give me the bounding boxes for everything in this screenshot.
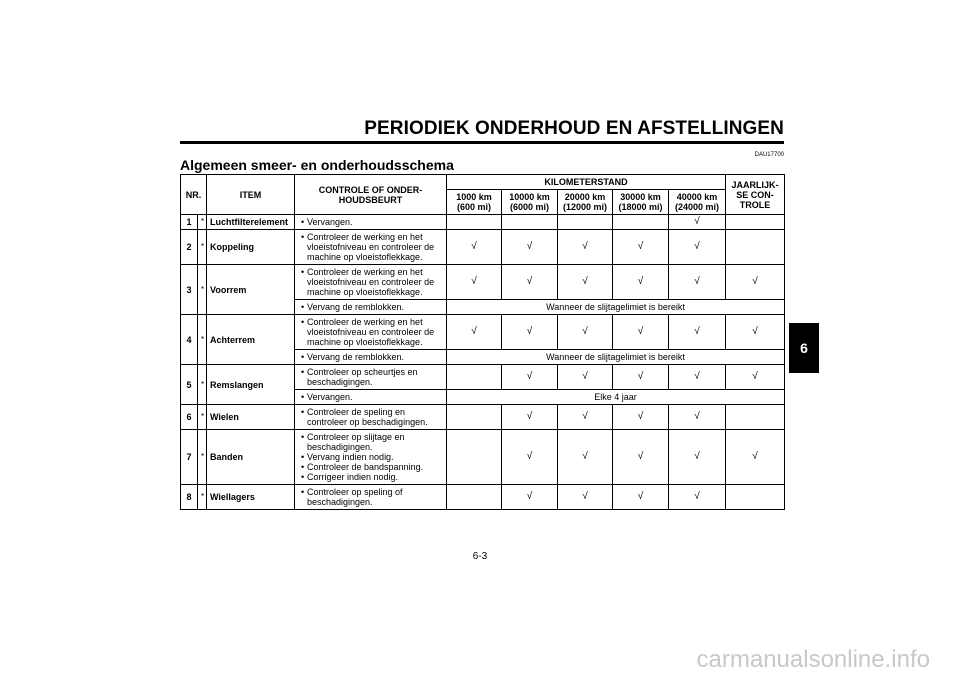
check-cell: √: [613, 230, 669, 265]
action-list: [298, 407, 443, 427]
table-row: [181, 315, 785, 350]
check-cell: √: [502, 230, 558, 265]
check-cell: √: [726, 265, 785, 300]
check-cell: √: [558, 230, 613, 265]
page-header-title: PERIODIEK ONDERHOUD EN AFSTELLINGEN: [364, 118, 784, 139]
check-cell: √: [502, 405, 558, 430]
check-cell: √: [558, 485, 613, 510]
action-cell: [295, 230, 447, 265]
action-list: [298, 487, 443, 507]
action-item: • Controleer de werking en het vloeistofniveau en controleer de machine op vloeistoflekkage.: [298, 232, 443, 262]
header-km-1000: 1000 km (600 mi): [447, 190, 502, 215]
page-number: 6-3: [472, 551, 488, 562]
header-nr: NR.: [181, 175, 207, 215]
table-row: [181, 485, 785, 510]
action-list: [298, 217, 443, 227]
check-cell: √: [669, 315, 726, 350]
check-cell: √: [558, 430, 613, 485]
action-item: • Controleer de werking en het vloeistofniveau en controleer de machine op vloeistoflekkage.: [298, 267, 443, 297]
action-item: • Controleer op scheurtjes en beschadigingen.: [298, 367, 443, 387]
action-cell: [295, 350, 447, 365]
action-item: • Vervangen.: [298, 392, 443, 402]
check-cell: √: [669, 265, 726, 300]
check-cell: √: [502, 485, 558, 510]
action-item: • Vervang de remblokken.: [298, 302, 443, 312]
header-km-40000: 40000 km (24000 mi): [669, 190, 726, 215]
check-cell: √: [502, 315, 558, 350]
item-star: *: [198, 430, 207, 485]
check-cell: √: [558, 365, 613, 390]
check-cell: [558, 215, 613, 230]
schedule-body: [181, 215, 785, 510]
check-cell: √: [613, 365, 669, 390]
header-rule: [180, 141, 784, 144]
item-number: 7: [181, 430, 198, 485]
item-name: Voorrem: [207, 265, 295, 315]
check-cell: [447, 485, 502, 510]
check-cell: [447, 405, 502, 430]
action-cell: [295, 365, 447, 390]
item-number: 1: [181, 215, 198, 230]
header-km-10000: 10000 km (6000 mi): [502, 190, 558, 215]
check-cell: √: [669, 430, 726, 485]
check-cell: [726, 215, 785, 230]
action-cell: [295, 390, 447, 405]
item-star: *: [198, 265, 207, 315]
action-cell: [295, 300, 447, 315]
action-item: • Controleer de speling en controleer op beschadigingen.: [298, 407, 443, 427]
action-list: [298, 232, 443, 262]
interval-note: Wanneer de slijtagelimiet is bereikt: [447, 350, 785, 365]
check-cell: [502, 215, 558, 230]
action-item: • Controleer op speling of beschadigingen.: [298, 487, 443, 507]
check-cell: √: [669, 405, 726, 430]
item-star: *: [198, 315, 207, 365]
action-item: • Vervang de remblokken.: [298, 352, 443, 362]
check-cell: √: [726, 365, 785, 390]
interval-note: Wanneer de slijtagelimiet is bereikt: [447, 300, 785, 315]
section-title: Algemeen smeer- en onderhoudsschema: [180, 157, 454, 173]
header-item: ITEM: [207, 175, 295, 215]
action-list: [298, 432, 443, 482]
action-item: • Controleer de werking en het vloeistofniveau en controleer de machine op vloeistoflekkage.: [298, 317, 443, 347]
header-controle: CONTROLE OF ONDER- HOUDSBEURT: [295, 175, 447, 215]
action-list: [298, 317, 443, 347]
table-row: [181, 405, 785, 430]
check-cell: √: [669, 230, 726, 265]
item-number: 2: [181, 230, 198, 265]
check-cell: √: [558, 315, 613, 350]
table-row: [181, 230, 785, 265]
item-name: Remslangen: [207, 365, 295, 405]
item-star: *: [198, 405, 207, 430]
action-list: [298, 392, 443, 402]
item-number: 6: [181, 405, 198, 430]
check-cell: [726, 485, 785, 510]
action-cell: [295, 215, 447, 230]
action-cell: [295, 405, 447, 430]
item-number: 5: [181, 365, 198, 405]
table-row: [181, 215, 785, 230]
check-cell: √: [558, 405, 613, 430]
item-name: Achterrem: [207, 315, 295, 365]
item-number: 8: [181, 485, 198, 510]
action-cell: [295, 265, 447, 300]
chapter-tab: 6: [789, 323, 819, 373]
item-name: Banden: [207, 430, 295, 485]
check-cell: [447, 215, 502, 230]
check-cell: √: [613, 485, 669, 510]
action-cell: [295, 430, 447, 485]
item-number: 4: [181, 315, 198, 365]
action-list: [298, 302, 443, 312]
check-cell: [726, 230, 785, 265]
check-cell: √: [502, 430, 558, 485]
document-code: DAU17700: [754, 152, 784, 158]
check-cell: √: [726, 430, 785, 485]
check-cell: √: [502, 265, 558, 300]
action-item: • Vervang indien nodig.: [298, 452, 443, 462]
check-cell: √: [447, 265, 502, 300]
check-cell: √: [558, 265, 613, 300]
table-row: [181, 365, 785, 390]
maintenance-schedule-table: [180, 174, 785, 510]
header-km-30000: 30000 km (18000 mi): [613, 190, 669, 215]
action-item: • Controleer de bandspanning.: [298, 462, 443, 472]
item-number: 3: [181, 265, 198, 315]
action-list: [298, 267, 443, 297]
check-cell: √: [447, 230, 502, 265]
watermark: carmanualsonline.info: [696, 646, 930, 673]
table-row: [181, 265, 785, 300]
header-jaarlijkse-controle: JAARLIJK- SE CON- TROLE: [726, 175, 785, 215]
check-cell: √: [669, 365, 726, 390]
check-cell: √: [613, 405, 669, 430]
check-cell: √: [726, 315, 785, 350]
interval-note: Elke 4 jaar: [447, 390, 785, 405]
item-star: *: [198, 230, 207, 265]
action-list: [298, 367, 443, 387]
check-cell: √: [669, 215, 726, 230]
check-cell: √: [447, 315, 502, 350]
check-cell: √: [613, 265, 669, 300]
item-name: Wielen: [207, 405, 295, 430]
check-cell: √: [613, 315, 669, 350]
action-item: • Vervangen.: [298, 217, 443, 227]
action-cell: [295, 485, 447, 510]
item-star: *: [198, 215, 207, 230]
header-kilometerstand: KILOMETERSTAND: [447, 175, 726, 190]
item-star: *: [198, 365, 207, 405]
item-star: *: [198, 485, 207, 510]
check-cell: [447, 365, 502, 390]
action-cell: [295, 315, 447, 350]
check-cell: [447, 430, 502, 485]
check-cell: √: [502, 365, 558, 390]
item-name: Wiellagers: [207, 485, 295, 510]
table-row: [181, 430, 785, 485]
item-name: Koppeling: [207, 230, 295, 265]
check-cell: √: [613, 430, 669, 485]
check-cell: [613, 215, 669, 230]
action-list: [298, 352, 443, 362]
action-item: • Controleer op slijtage en beschadigingen.: [298, 432, 443, 452]
check-cell: √: [669, 485, 726, 510]
action-item: • Corrigeer indien nodig.: [298, 472, 443, 482]
check-cell: [726, 405, 785, 430]
header-km-20000: 20000 km (12000 mi): [558, 190, 613, 215]
item-name: Luchtfilterelement: [207, 215, 295, 230]
